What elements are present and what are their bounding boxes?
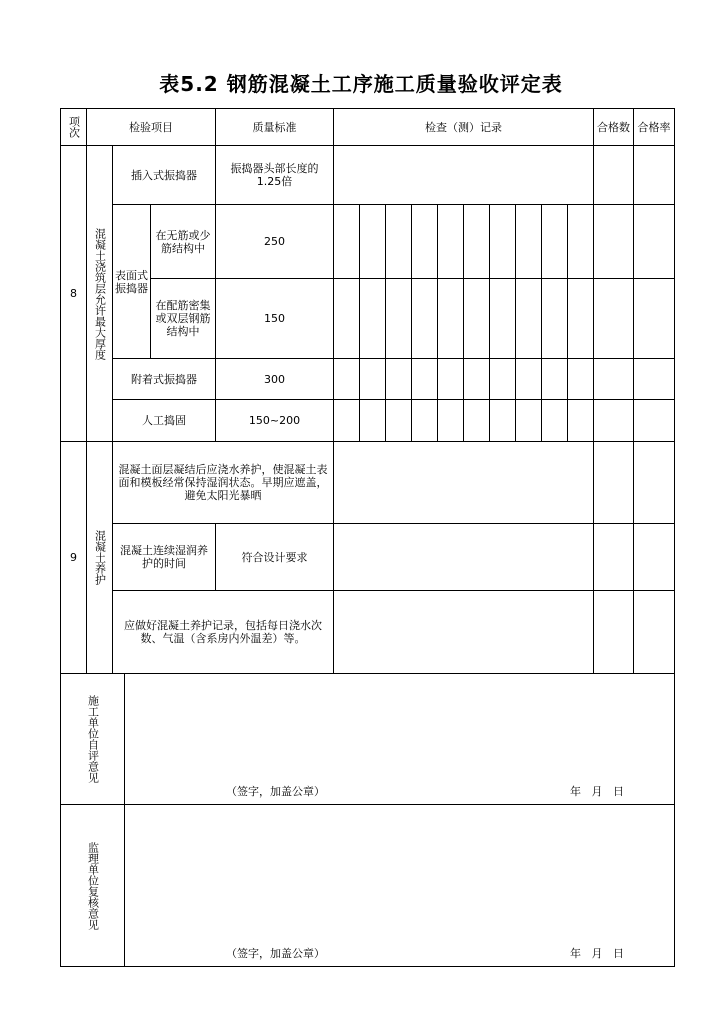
attached-vibrator-item: 附着式振捣器	[131, 372, 197, 386]
surface-sub1-standard: 250	[264, 235, 285, 248]
row9-number: 9	[70, 551, 77, 564]
construction-signature-note: （签字，加盖公章）	[226, 785, 325, 798]
page-title: 表5.2 钢筋混凝土工序施工质量验收评定表	[159, 72, 563, 96]
curing-requirement-3: 应做好混凝土养护记录，包括每日浇水次数、气温（含系房内外温差）等。	[124, 619, 322, 645]
insert-vibrator-item: 插入式振捣器	[131, 168, 197, 182]
construction-date: 年 月 日	[570, 785, 624, 798]
header-record: 检查（测）记录	[425, 120, 502, 134]
row8-category: 混凝土浇筑层允许最大厚度	[93, 227, 107, 360]
curing-requirement-1: 混凝土面层凝结后应浇水养护，使混凝土表面和模板经常保持湿润状态。早期应遮盖，避免太阳光暴晒	[118, 463, 328, 502]
attached-vibrator-standard: 300	[264, 372, 285, 386]
construction-opinion-field[interactable]	[125, 674, 674, 774]
header-item-no: 项次	[67, 116, 81, 138]
header-qualified-rate: 合格率	[637, 120, 671, 134]
header-qualified-count: 合格数	[597, 120, 630, 134]
row8-number: 8	[70, 287, 77, 300]
curing-time-item: 混凝土连续湿润养护的时间	[120, 544, 208, 570]
supervision-opinion-field[interactable]	[125, 805, 674, 935]
header-quality-standard: 质量标准	[252, 120, 297, 134]
supervision-date: 年 月 日	[570, 947, 624, 960]
surface-sub1-item: 在无筋或少筋结构中	[155, 228, 211, 255]
header-inspection-item: 检验项目	[129, 120, 173, 134]
supervision-signature-note: （签字，加盖公章）	[226, 947, 325, 960]
surface-vibrator-label: 表面式振捣器	[115, 268, 148, 295]
surface-sub2-standard: 150	[264, 312, 285, 325]
insert-vibrator-standard: 振捣器头部长度的1.25倍	[230, 162, 319, 188]
surface-sub2-item: 在配筋密集或双层钢筋结构中	[155, 299, 211, 338]
construction-opinion-label: 施工单位自评意见	[86, 695, 100, 783]
curing-time-standard: 符合设计要求	[241, 550, 308, 564]
manual-tamping-item: 人工捣固	[142, 414, 186, 427]
row9-category: 混凝土养护	[93, 530, 107, 585]
manual-tamping-standard: 150~200	[248, 414, 301, 427]
supervision-opinion-label: 监理单位复核意见	[86, 841, 100, 930]
